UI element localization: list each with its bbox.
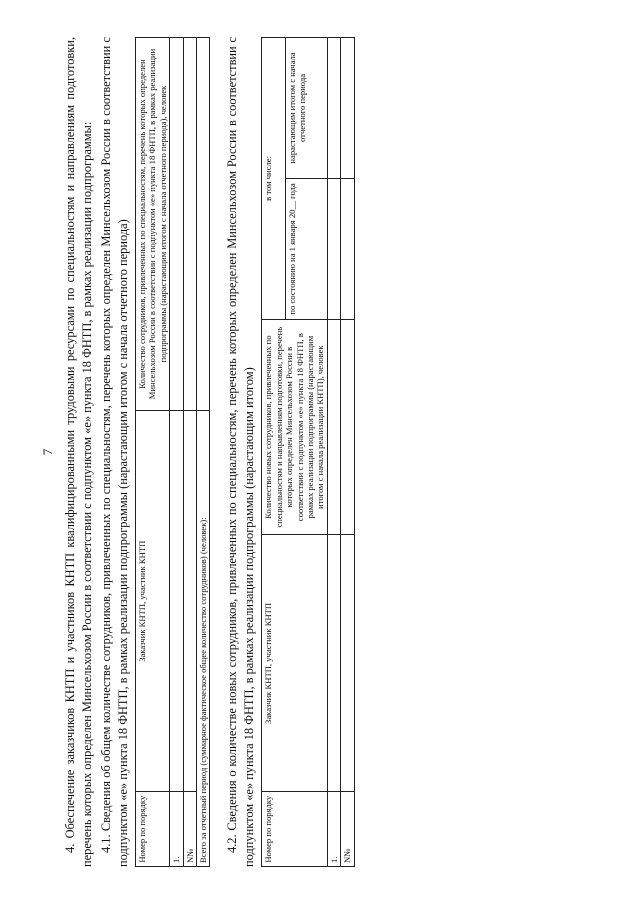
cell-empty <box>327 178 340 319</box>
table-row <box>341 38 354 867</box>
header-customer: Заказчик КНТП, участник КНТП <box>136 411 170 792</box>
row-number: N№ <box>183 792 196 867</box>
cell-empty <box>197 38 210 411</box>
cell-empty <box>183 411 196 792</box>
row-number: 1. <box>170 792 183 867</box>
cell-empty <box>341 535 354 792</box>
cell-empty <box>170 411 183 792</box>
cell-empty <box>341 319 354 535</box>
cell-empty <box>183 38 196 411</box>
section-4-title: 4. Обеспечение заказчиков КНТП и участников КНТП квалифицированными трудовыми ресурсами по специальностям и направлениям подготовки, перечень которых определен Минсельхозом России в соответствии с подпунктом «е» пункта 18 ФНТП, в рамках реализации подпрограммы: <box>63 37 94 867</box>
rotated-page <box>40 37 600 867</box>
table-total-row <box>197 38 210 867</box>
section-4-2-title: 4.2. Сведения о количестве новых сотрудников, привлеченных по специальностям, перечень которых определен Минсельхозом России в соответствии с подпунктом «е» пункта 18 ФНТП, в рамках реализации подпрограммы (нарастающим итогом) <box>225 37 256 867</box>
cell-empty <box>341 38 354 179</box>
table-4-2 <box>261 37 354 867</box>
header-customer: Заказчик КНТП, участник КНТП <box>262 535 327 792</box>
cell-empty <box>170 38 183 411</box>
section-4-1-title: 4.1. Сведения об общем количестве сотрудников, привлеченных по специальностям, перечень которых определен Минсельхозом России в соответствии с подпунктом «е» пункта 18 ФНТП, в рамках реализации подпрограммы (нарастающим итогом с начала отчетного периода) <box>99 37 130 867</box>
table-4-2-header-row <box>262 38 286 867</box>
header-including: в том числе: <box>262 38 286 320</box>
header-cumulative: нарастающим итогом с начала отчетного периода <box>286 38 328 179</box>
header-new-employees: Количество новых сотрудников, привлеченных по специальностям и направлениям подготовки, перечень которых определен Минсельхозом России в соответствии с подпунктом «е» пункта 18 ФНТП, в рамках реализации подпрограммы (нарастающим итогом с начала реализации КНТП), человек <box>262 319 327 535</box>
row-number: 1. <box>327 792 340 867</box>
header-number: Номер по порядку <box>262 792 327 867</box>
cell-empty <box>327 319 340 535</box>
table-row <box>183 38 196 867</box>
header-as-of-january: по состоянию на 1 января 20__ года <box>286 178 328 319</box>
table-4-1 <box>135 37 210 867</box>
table-4-1-header-row <box>136 38 170 867</box>
table-row <box>327 38 340 867</box>
cell-empty <box>327 535 340 792</box>
page-number: 7 <box>40 448 55 456</box>
cell-empty <box>327 38 340 179</box>
cell-empty <box>341 178 354 319</box>
table-row <box>170 38 183 867</box>
total-label: Всего за отчетный период (суммарное фактическое общее количество сотрудников) (человек): <box>197 411 210 867</box>
header-employee-count: Количество сотрудников, привлеченных по специальностям, перечень которых определен Минсельхозом России в соответствии с подпунктом «е» пункта 18 ФНТП, в рамках реализации подпрограммы (нарастающим итогом с начала отчетного периода), человек <box>136 38 170 411</box>
header-number: Номер по порядку <box>136 792 170 867</box>
row-number: N№ <box>341 792 354 867</box>
